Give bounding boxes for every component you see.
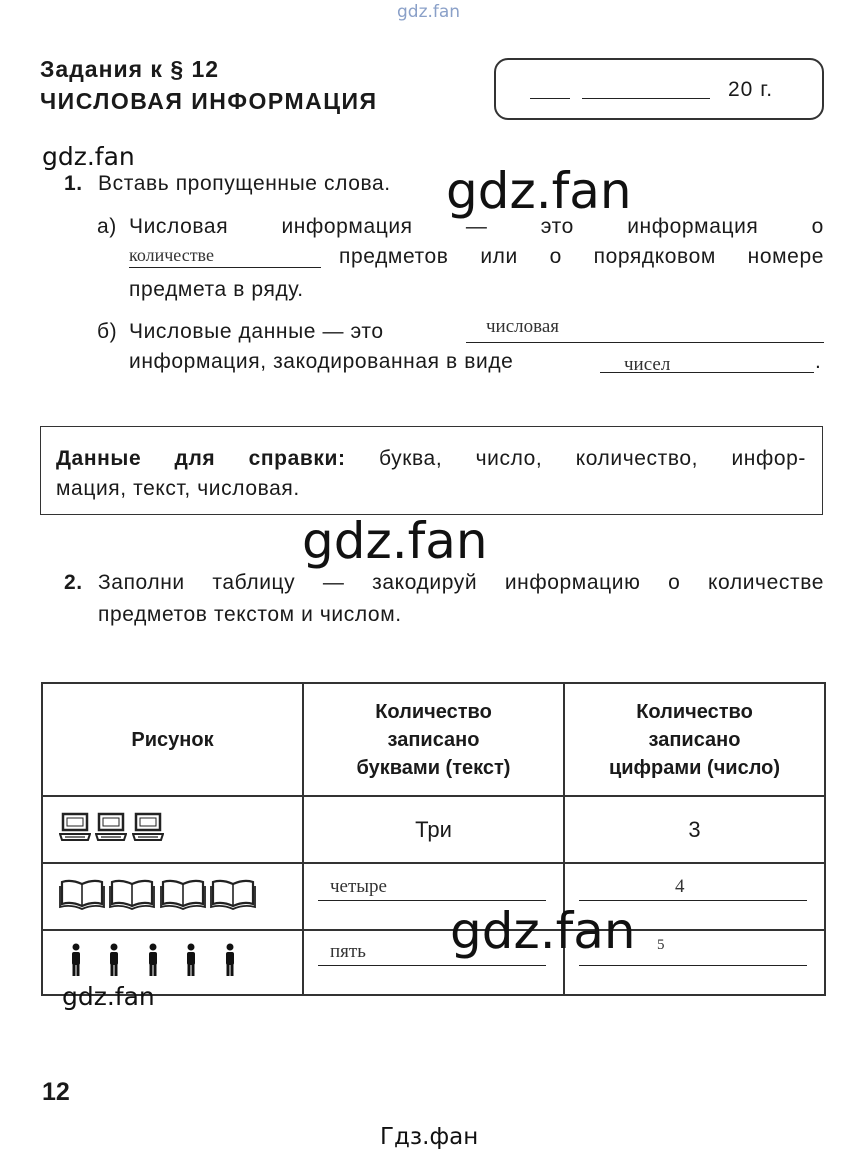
task1a-answer-field[interactable] xyxy=(129,245,321,268)
person-icon xyxy=(69,943,83,982)
task1b-line1: Числовые данные — это xyxy=(129,320,384,343)
computer-icon xyxy=(59,812,91,847)
watermark-big-2: gdz.fan xyxy=(302,512,488,570)
task1b-marker: б) xyxy=(97,320,118,343)
task1b-line2: информация, закодированная в виде xyxy=(129,350,514,373)
date-year-label: 20 г. xyxy=(728,78,774,101)
header-number-line: цифрами (число) xyxy=(608,756,781,779)
watermark-top: gdz.fan xyxy=(397,2,461,22)
task1a-answer: количестве xyxy=(129,245,214,265)
book-icon xyxy=(210,878,256,915)
person-icon xyxy=(107,943,121,982)
computer-icon xyxy=(95,812,127,847)
page-title: ЧИСЛОВАЯ ИНФОРМАЦИЯ xyxy=(40,88,378,114)
row1-picture xyxy=(42,796,303,863)
date-box xyxy=(494,58,824,120)
reference-label: Данные для справки: xyxy=(56,447,346,470)
header-number-count xyxy=(564,683,825,796)
task1b-answer2: чисел xyxy=(624,354,671,375)
row3-text-blank xyxy=(318,965,546,966)
person-icon xyxy=(223,943,237,982)
reference-box xyxy=(40,426,823,515)
task1-prompt: Вставь пропущенные слова. xyxy=(98,172,391,195)
row1-text-value: Три xyxy=(415,816,452,842)
reference-line2: мация, текст, числовая. xyxy=(56,477,300,500)
task1b-answer1-field[interactable] xyxy=(466,316,824,343)
header-picture xyxy=(42,683,303,796)
header-number-line: Количество xyxy=(636,700,753,723)
row2-picture xyxy=(42,863,303,930)
task2-line1: Заполни таблицу — закодируй информацию о количестве xyxy=(98,571,824,594)
task2-number: 2. xyxy=(64,571,83,594)
watermark-big-1: gdz.fan xyxy=(446,162,632,220)
row2-number-value: 4 xyxy=(675,876,685,897)
table-row xyxy=(42,930,825,995)
watermark-left-upper: gdz.fan xyxy=(42,142,135,171)
row1-text xyxy=(303,796,564,863)
watermark-big-3: gdz.fan xyxy=(450,902,636,960)
task1a-line3: предмета в ряду. xyxy=(129,278,304,301)
row3-number-blank xyxy=(579,965,807,966)
task1b-answer2-field[interactable] xyxy=(600,350,814,373)
task1a-word: это xyxy=(540,215,574,238)
row2-text-blank xyxy=(318,900,546,901)
table-row xyxy=(42,796,825,863)
task1a-word: информация xyxy=(627,215,759,238)
row2-text-value: четыре xyxy=(330,876,387,897)
watermark-left-lower: gdz.fan xyxy=(62,982,155,1011)
row3-number-value: 5 xyxy=(657,937,665,953)
task1-number: 1. xyxy=(64,172,83,195)
book-icon xyxy=(109,878,155,915)
task1a-line2: предметов или о порядковом номере xyxy=(339,245,824,268)
task1a-word: о xyxy=(811,215,824,238)
section-title: Задания к § 12 xyxy=(40,56,220,82)
person-icon xyxy=(184,943,198,982)
reference-text1: буква, число, количество, инфор- xyxy=(378,447,806,470)
task1a-word: — xyxy=(465,215,488,238)
date-month-blank[interactable] xyxy=(582,98,710,99)
computer-icon xyxy=(132,812,164,847)
header-number-line: записано xyxy=(648,728,741,751)
header-picture-label: Рисунок xyxy=(131,728,214,751)
task1b-answer1: числовая xyxy=(486,316,560,337)
row1-number-value: 3 xyxy=(688,816,701,842)
header-text-line: Количество xyxy=(375,700,492,723)
header-text-count xyxy=(303,683,564,796)
book-icon xyxy=(59,878,105,915)
task1a-line1 xyxy=(129,215,824,239)
book-icon xyxy=(160,878,206,915)
answer-table xyxy=(41,682,826,996)
watermark-footer: Гдз.фан xyxy=(380,1124,479,1150)
reference-line1 xyxy=(56,447,806,471)
header-text-line: буквами (текст) xyxy=(356,756,511,779)
row2-number-blank xyxy=(579,900,807,901)
header-text-line: записано xyxy=(387,728,480,751)
task1a-word: информация xyxy=(281,215,413,238)
task2-line2: предметов текстом и числом. xyxy=(98,603,402,626)
task1a-word: Числовая xyxy=(129,215,229,238)
page-number: 12 xyxy=(42,1078,70,1106)
date-day-blank[interactable] xyxy=(530,98,570,99)
row1-number xyxy=(564,796,825,863)
table-header-row xyxy=(42,683,825,796)
person-icon xyxy=(146,943,160,982)
task1a-marker: а) xyxy=(97,215,117,238)
row3-text-value: пять xyxy=(330,941,366,962)
table-row xyxy=(42,863,825,930)
task1b-end: . xyxy=(815,350,822,373)
